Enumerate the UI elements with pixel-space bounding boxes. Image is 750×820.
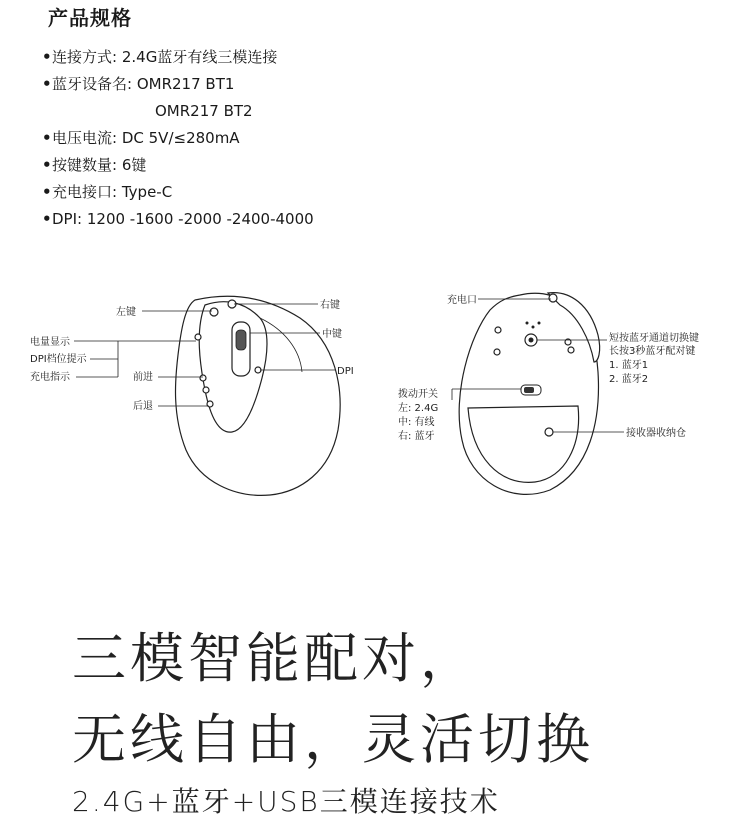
bullet-icon: • xyxy=(42,48,52,66)
bullet-icon: • xyxy=(42,156,52,174)
label-right-key: 右键 xyxy=(320,300,340,311)
headline-line-1: 三模智能配对， xyxy=(72,627,478,690)
label-toggle-right: 右: 蓝牙 xyxy=(398,431,435,442)
mouse-diagrams xyxy=(0,270,750,520)
spec-item-bt-name-2: OMR217 BT2 xyxy=(155,102,253,120)
spec-list xyxy=(42,44,314,233)
spec-item-connection: •连接方式: 2.4G蓝牙有线三模连接 xyxy=(42,44,314,71)
headline-subline: 2.4G+蓝牙+USB三模连接技术 xyxy=(72,785,500,818)
label-receiver-slot: 接收器收纳仓 xyxy=(626,428,686,439)
label-dpi-indicator: DPI档位提示 xyxy=(30,354,87,365)
label-back: 后退 xyxy=(133,401,153,412)
label-toggle-middle: 中: 有线 xyxy=(398,417,435,428)
bullet-icon: • xyxy=(42,75,52,93)
spec-section-title: 产品规格 xyxy=(48,6,132,30)
label-dpi: DPI xyxy=(337,366,354,377)
label-charge-indicator: 充电指示 xyxy=(30,372,70,383)
label-left-key: 左键 xyxy=(116,307,136,318)
headline-line-2: 无线自由，灵活切换 xyxy=(72,708,594,771)
label-forward: 前进 xyxy=(133,372,153,383)
spec-item-charge-port: •充电接口: Type-C xyxy=(42,179,314,206)
label-battery-display: 电量显示 xyxy=(30,337,70,348)
label-bt-switch-2: 长按3秒蓝牙配对键 xyxy=(609,346,696,357)
label-bt-switch-4: 2. 蓝牙2 xyxy=(609,374,649,385)
spec-item-bt-name: •蓝牙设备名: OMR217 BT1 xyxy=(42,71,314,98)
bullet-icon: • xyxy=(42,210,52,228)
spec-item-buttons: •按键数量: 6键 xyxy=(42,152,314,179)
mouse-top-view xyxy=(175,296,340,495)
label-bt-switch-1: 短按蓝牙通道切换键 xyxy=(609,333,699,344)
bullet-icon: • xyxy=(42,129,52,147)
bullet-icon: • xyxy=(42,183,52,201)
label-toggle-title: 拨动开关 xyxy=(398,389,438,400)
spec-item-dpi: •DPI: 1200 -1600 -2000 -2400-4000 xyxy=(42,206,314,233)
label-charge-port: 充电口 xyxy=(447,295,477,306)
label-middle-key: 中键 xyxy=(322,329,342,340)
mouse-bottom-view xyxy=(459,293,600,495)
spec-item-voltage: •电压电流: DC 5V/≤280mA xyxy=(42,125,314,152)
label-toggle-left: 左: 2.4G xyxy=(398,403,439,414)
label-bt-switch-3: 1. 蓝牙1 xyxy=(609,360,649,371)
